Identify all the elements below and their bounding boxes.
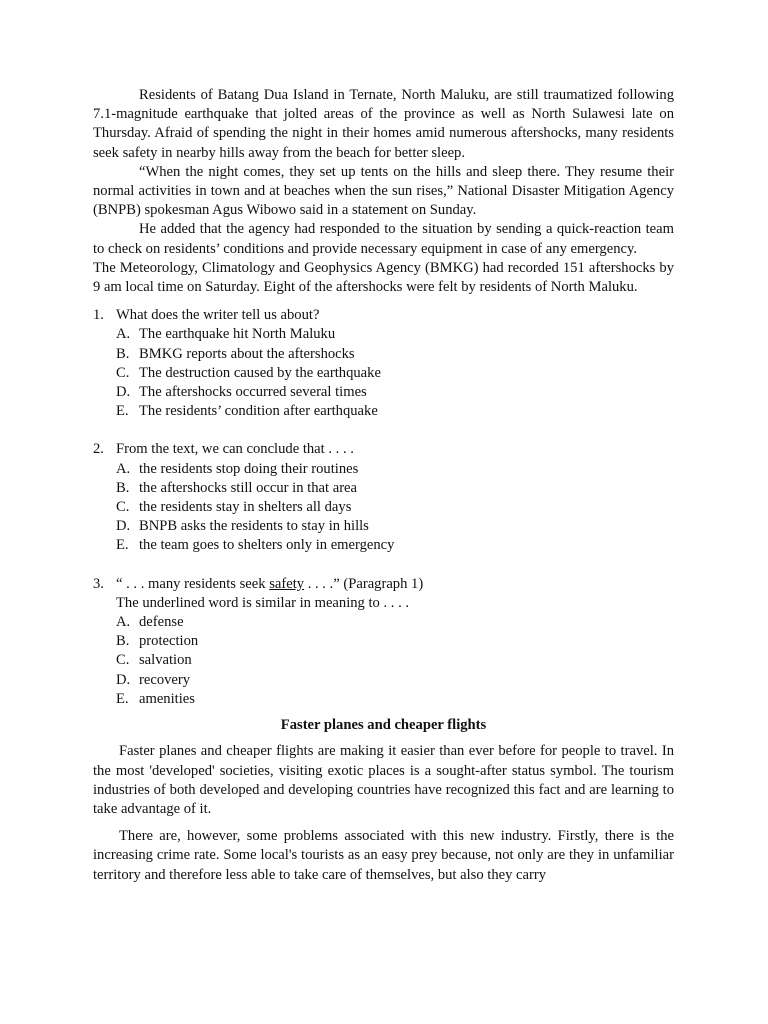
option-letter: C. bbox=[116, 499, 130, 516]
question-1 bbox=[93, 306, 674, 421]
option-text: amenities bbox=[139, 690, 195, 707]
option-letter: A. bbox=[116, 460, 131, 477]
option-e[interactable] bbox=[116, 690, 674, 709]
option-text: The earthquake hit North Maluku bbox=[139, 326, 336, 343]
option-e[interactable] bbox=[116, 536, 674, 555]
option-letter: E. bbox=[116, 403, 129, 420]
option-a[interactable] bbox=[116, 613, 674, 632]
option-letter: A. bbox=[116, 326, 131, 343]
option-letter: C. bbox=[116, 652, 130, 669]
question-3-stem-line-2 bbox=[93, 594, 674, 613]
option-letter: D. bbox=[116, 518, 131, 535]
question-number: 3. bbox=[93, 575, 104, 592]
option-text: BMKG reports about the aftershocks bbox=[139, 345, 355, 362]
option-letter: E. bbox=[116, 537, 129, 554]
underlined-word: safety bbox=[269, 575, 305, 592]
reading-passage-1 bbox=[93, 86, 674, 297]
passage-2-paragraph-2: There are, however, some problems associated with this new industry. Firstly, there is the increasing crime rate. Some local's tourists as an easy prey because, not only are they in unfamiliar territory and therefore less able to take care of themselves, but also they carry bbox=[93, 828, 674, 883]
document-page bbox=[93, 86, 674, 885]
option-c[interactable] bbox=[116, 498, 674, 517]
question-2 bbox=[93, 440, 674, 555]
option-text: The aftershocks occurred several times bbox=[139, 384, 367, 401]
answer-options bbox=[93, 613, 674, 709]
option-letter: E. bbox=[116, 690, 129, 707]
passage-1-paragraph-2: “When the night comes, they set up tents on the hills and sleep there. They resume their normal activities in town and at beaches when the sun rises,” National Disaster Mitigation Agency (BNPB) spokesman Agus Wibowo said in a statement on Sunday. bbox=[93, 163, 674, 219]
question-text-after: . . . .” (Paragraph 1) bbox=[304, 575, 424, 592]
option-b[interactable] bbox=[116, 632, 674, 651]
question-text: What does the writer tell us about? bbox=[116, 307, 320, 324]
question-2-stem bbox=[93, 440, 674, 459]
option-c[interactable] bbox=[116, 364, 674, 383]
passage-1-paragraph-4: The Meteorology, Climatology and Geophysics Agency (BMKG) had recorded 151 aftershocks by 9 am local time on Saturday. Eight of the aftershocks were felt by residents of North Maluku. bbox=[93, 259, 674, 296]
option-text: recovery bbox=[139, 671, 191, 688]
option-text: The residents’ condition after earthquake bbox=[139, 403, 378, 420]
option-letter: B. bbox=[116, 633, 130, 650]
question-3-stem bbox=[93, 575, 674, 594]
option-d[interactable] bbox=[116, 671, 674, 690]
option-letter: D. bbox=[116, 384, 131, 401]
reading-passage-2 bbox=[93, 716, 674, 885]
option-a[interactable] bbox=[116, 460, 674, 479]
question-number: 1. bbox=[93, 307, 104, 324]
option-text: the team goes to shelters only in emergency bbox=[139, 537, 395, 554]
option-letter: B. bbox=[116, 479, 130, 496]
option-text: defense bbox=[139, 614, 184, 631]
question-1-stem bbox=[93, 306, 674, 325]
passage-1-paragraph-1: Residents of Batang Dua Island in Ternate, North Maluku, are still traumatized following 7.1-magnitude earthquake that jolted areas of the province as well as North Sulawesi late on Thursday. Afraid of spending the night in their homes amid numerous aftershocks, many residents seek safety in nearby hills away from the beach for better sleep. bbox=[93, 87, 674, 161]
question-text: The underlined word is similar in meaning to . . . . bbox=[116, 594, 410, 611]
option-letter: D. bbox=[116, 671, 131, 688]
option-d[interactable] bbox=[116, 517, 674, 536]
passage-1-paragraph-3: He added that the agency had responded to the situation by sending a quick-reaction team to check on residents’ conditions and provide necessary equipment in case of any emergency. bbox=[93, 221, 674, 257]
option-c[interactable] bbox=[116, 651, 674, 670]
option-text: BNPB asks the residents to stay in hills bbox=[139, 518, 369, 535]
answer-options bbox=[93, 325, 674, 421]
question-text: From the text, we can conclude that . . . . bbox=[116, 441, 354, 458]
passage-2-paragraph-1: Faster planes and cheaper flights are making it easier than ever before for people to travel. In the most 'developed' societies, visiting exotic places is a sought-after status symbol. The tourism industries of both developed and developing countries have recognized this fact and are learning to take advantage of it. bbox=[93, 743, 674, 817]
option-text: the residents stay in shelters all days bbox=[139, 499, 352, 516]
passage-2-title: Faster planes and cheaper flights bbox=[280, 717, 487, 734]
option-a[interactable] bbox=[116, 325, 674, 344]
option-e[interactable] bbox=[116, 402, 674, 421]
option-text: salvation bbox=[139, 652, 192, 669]
question-number: 2. bbox=[93, 441, 104, 458]
option-d[interactable] bbox=[116, 383, 674, 402]
option-letter: B. bbox=[116, 345, 130, 362]
option-text: The destruction caused by the earthquake bbox=[139, 364, 381, 381]
question-text-before: “ . . . many residents seek bbox=[116, 575, 270, 592]
option-text: the residents stop doing their routines bbox=[139, 460, 359, 477]
option-text: protection bbox=[139, 633, 199, 650]
question-3 bbox=[93, 575, 674, 709]
answer-options bbox=[93, 460, 674, 556]
option-letter: A. bbox=[116, 614, 131, 631]
option-b[interactable] bbox=[116, 345, 674, 364]
option-letter: C. bbox=[116, 364, 130, 381]
option-b[interactable] bbox=[116, 479, 674, 498]
option-text: the aftershocks still occur in that area bbox=[139, 479, 358, 496]
